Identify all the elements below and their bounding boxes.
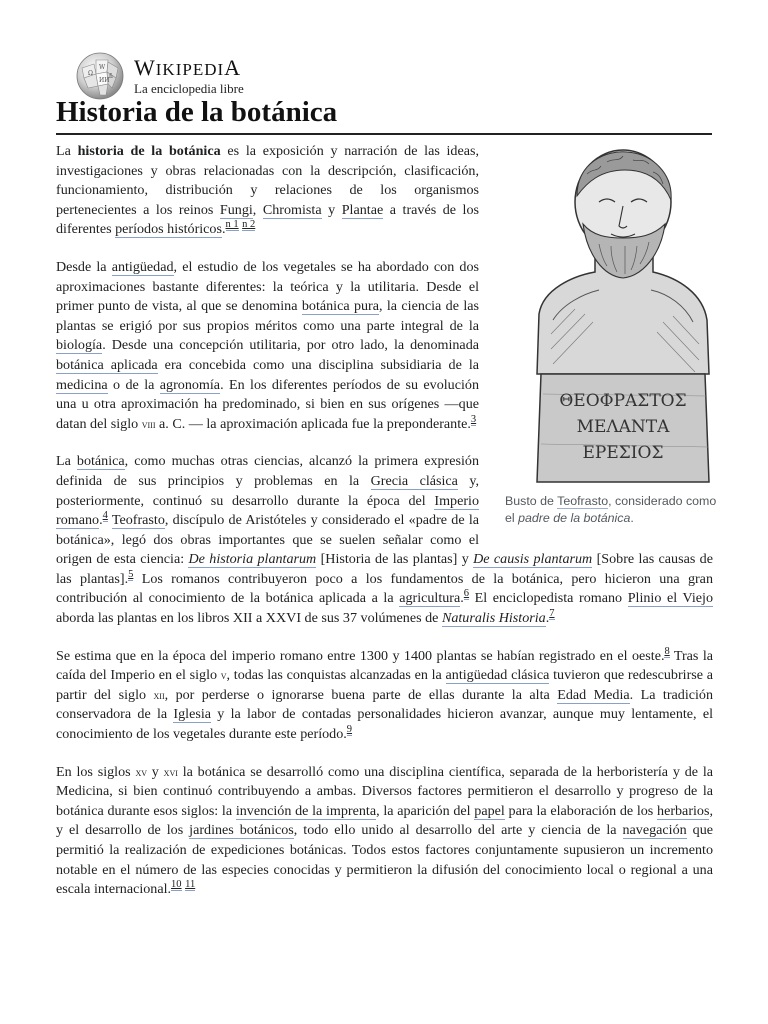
link-chromista[interactable]: Chromista [262,201,322,218]
link-biologia[interactable]: biología [56,337,103,354]
link-teofrasto-caption[interactable]: Teofrasto [557,494,609,508]
link-de-causis-plantarum[interactable]: De causis plantarum [473,551,593,568]
paragraph-1: La historia de la botánica es la exposición y narración de las ideas, investigaciones y obras relacionadas con la descripción, clasificación, funcionamiento, distribución y relaciones de los organismos pertenecientes a los reinos Fungi, Chromista y Plantae a través de los diferentes períodos históricos.$^{n 1}$ $^{n 2}$ [56,143,480,238]
link-agricultura[interactable]: agricultura [399,590,461,607]
link-navegacion[interactable]: navegación [622,822,687,839]
paragraph-3: La botánica, como muchas otras ciencias, alcanzó la primera expresión definida de sus principios y problemas en la Grecia clásica y, posteriormente, continuó su desarrollo durante la época del Imperio romano.$^4$ Teofrasto, discípulo de Aristóteles y considerado el «padre de la botánica», legó dos obras importantes que se suelen señalar como el origen de esta ciencia: De historia plantarum [Historia de las plantas] y De causis plantarum [Sobre las causas de las plantas].$^5$ Los romanos contribuyeron poco a los fundamentos de la botánica, pero hicieron una gran contribución al conocimiento de la botánica aplicada a la agricultura.$^6$ El enciclopedista romano Plinio el Viejo aborda las plantas en los libros XII a XXVI de sus 37 volúmenes de Naturalis Historia.$^7$ [56,453,713,627]
link-iglesia[interactable]: Iglesia [173,706,211,723]
link-periodos-historicos[interactable]: períodos históricos [115,221,222,238]
note-n1[interactable]: n 1 [225,219,239,231]
link-botanica-aplicada[interactable]: botánica aplicada [56,356,158,373]
link-botanica-pura[interactable]: botánica pura [301,298,379,315]
link-antiguedad-clasica[interactable]: antigüedad clásica [445,667,550,684]
ref-6[interactable]: 6 [463,588,470,600]
inscription-line-3: ΕΡΕΣΙΟΣ [582,443,664,463]
inscription-line-1: ΘΕΟΦΡΑΣΤΟΣ [559,391,687,411]
inscription-line-2: ΜΕΛΑΝΤΑ [576,417,670,437]
ref-3[interactable]: 3 [470,413,477,425]
svg-text:Ω: Ω [88,70,93,77]
paragraph-2: Desde la antigüedad, el estudio de los vegetales se ha abordado con dos aproximaciones bastante diferentes: la teórica y la utilitaria. Desde el primer punto de vista, al que se denomina botánica pura, la ciencia de las plantas se erigió por sus propios méritos como una parte integral de la biología. Desde una concepción utilitaria, por otro lado, la denominada botánica aplicada era concebida como una disciplina subsidiaria de la medicina o de la agronomía. En los diferentes períodos de su evolución una u otra aproximación ha predominado, si bien en sus orígenes —que datan del siglo viii a. C. — la aproximación aplicada fue la preponderante.$^3$ [56,258,479,432]
link-papel[interactable]: papel [474,802,505,819]
svg-text:ñ: ñ [109,73,113,80]
paragraph-4: Se estima que en la época del imperio romano entre 1300 y 1400 plantas se habían registrado en el oeste.$^8$ Tras la caída del Imperio en el siglo v, todas las conquistas alcanzadas en la antigüedad clásica tuvieron que redescubrirse a partir del siglo xii, por perderse o ignorarse buena parte de ellas durante la alta Edad Media. La tradición conservadora de la Iglesia y la labor de contadas personalidades hicieron avanzar, aunque muy lentamente, el conocimiento de los vegetales durante este período.$^9$ [56,645,714,743]
figure-bust [503,144,723,527]
link-botanica[interactable]: botánica [76,453,125,470]
ref-4[interactable]: 4 [102,510,108,522]
link-plinio-el-viejo[interactable]: Plinio el Viejo [627,590,713,607]
paragraph-5: En los siglos xv y xvi la botánica se desarrolló como una disciplina científica, separada de la herboristería y de la Medicina, si bien continuó contribuyendo a ambas. Diversos factores permitieron el desarrollo y progreso de la botánica durante esos siglos: la invención de la imprenta, la aparición del papel para la elaboración de los herbarios, y el desarrollo de los jardines botánicos, todo ello unido al desarrollo del arte y ciencia de la navegación que permitió la realización de expediciones botánicas. Todos estos factores conjuntamente supusieron un incremento notable en el número de las especies conocidas y permitieron la difusión del conocimiento local o regional a una escala internacional.$^{10}$ $^{11}$ [56,763,714,898]
ref-9[interactable]: 9 [346,724,353,736]
link-jardines-botanicos[interactable]: jardines botánicos [189,822,294,839]
wikipedia-wordmark[interactable] [74,50,244,102]
svg-text:W: W [99,64,106,71]
link-teofrasto[interactable]: Teofrasto [111,512,165,529]
ref-11[interactable]: 11 [185,879,196,891]
wordmark-name: WIKIPEDIA [134,55,242,80]
theophrastus-bust-image[interactable] [503,144,723,489]
link-de-historia-plantarum[interactable]: De historia plantarum [188,551,317,568]
link-imperio-romano[interactable]: Imperio romano [56,492,479,529]
svg-text:ИИ: ИИ [99,77,110,84]
article-body [56,142,717,918]
link-antiguedad[interactable]: antigüedad [111,258,174,275]
link-grecia-clasica[interactable]: Grecia clásica [370,472,458,489]
ref-5[interactable]: 5 [128,568,134,580]
link-herbarios[interactable]: herbarios [657,802,710,819]
ref-10[interactable]: 10 [171,879,182,891]
note-n2[interactable]: n 2 [242,219,256,231]
ref-8[interactable]: 8 [664,645,670,657]
link-fungi[interactable]: Fungi [219,201,253,218]
ref-7[interactable]: 7 [549,608,555,620]
figure-caption: Busto de Teofrasto, considerado como el padre de la botánica. [505,494,717,525]
link-medicina[interactable]: medicina [56,376,108,393]
link-agronomia[interactable]: agronomía [159,376,221,393]
wordmark-text [134,57,244,95]
page-title: Historia de la botánica [56,96,712,135]
wikipedia-globe-icon [74,50,126,102]
link-plantae[interactable]: Plantae [341,201,384,218]
link-invencion-imprenta[interactable]: invención de la imprenta [235,802,377,819]
link-edad-media[interactable]: Edad Media [557,686,630,703]
wordmark-tagline: La enciclopedia libre [134,81,244,96]
link-naturalis-historia[interactable]: Naturalis Historia [441,610,546,627]
